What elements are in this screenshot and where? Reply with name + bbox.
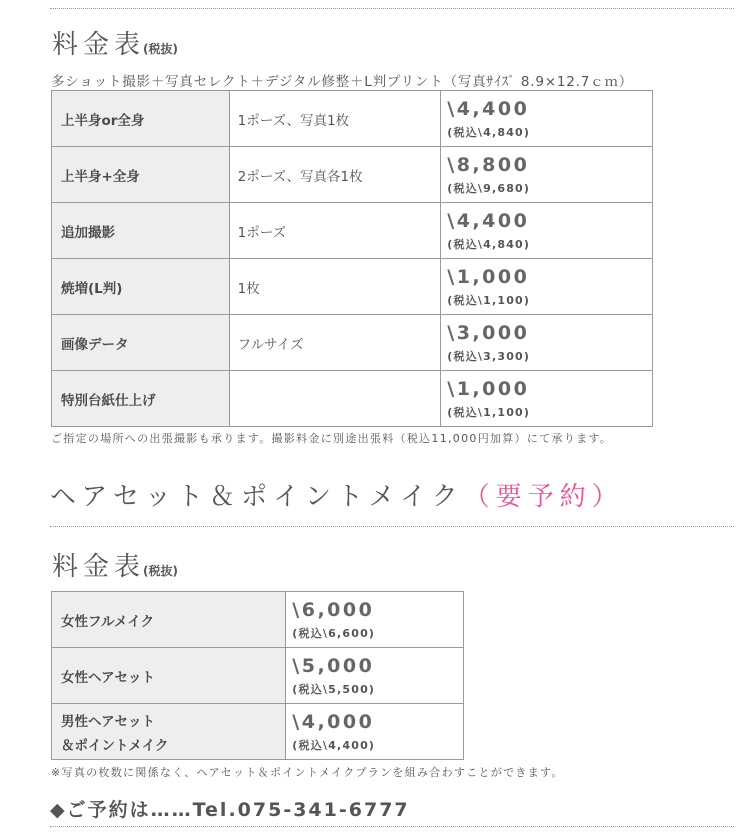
table-row — [52, 315, 653, 371]
item-name: 画像データ — [52, 315, 230, 371]
price-table-heading — [52, 546, 178, 583]
price-value: \4,400 — [447, 97, 530, 120]
bottom-divider — [50, 826, 734, 827]
price-value: \8,800 — [447, 153, 530, 176]
item-detail — [229, 371, 441, 427]
price-tax-included: (税込\4,840) — [447, 237, 531, 251]
table-row — [52, 259, 653, 315]
table-row — [52, 91, 653, 147]
price-tax-included: (税込\1,100) — [447, 405, 531, 419]
item-price — [441, 147, 653, 203]
item-name — [52, 592, 286, 648]
price-value: \3,000 — [447, 321, 530, 344]
travel-shoot-note: ご指定の場所への出張撮影も承ります。撮影料金に別途出張料（税込11,000円加算）にて承ります。 — [51, 432, 613, 445]
item-detail: フルサイズ — [229, 315, 441, 371]
price-tax-included: (税込\3,300) — [447, 349, 531, 363]
price-value: \5,000 — [292, 654, 375, 677]
price-tax-included: (税込\9,680) — [447, 181, 531, 195]
price-value: \4,000 — [292, 710, 375, 733]
item-detail: 1枚 — [229, 259, 441, 315]
heading-tax-note: (税抜) — [143, 42, 178, 56]
section-divider — [50, 526, 734, 527]
title-text: ヘアセット＆ポイントメイク — [50, 482, 464, 512]
table-row — [52, 371, 653, 427]
item-detail: 1ポーズ、写真1枚 — [229, 91, 441, 147]
item-price — [286, 704, 464, 760]
item-name-line1: 男性ヘアセット — [61, 713, 155, 730]
item-name: 上半身or全身 — [52, 91, 230, 147]
item-name: 上半身+全身 — [52, 147, 230, 203]
top-divider — [50, 8, 734, 9]
item-name — [52, 648, 286, 704]
item-detail: 2ポーズ、写真各1枚 — [229, 147, 441, 203]
hair-makeup-title — [50, 476, 624, 513]
item-price — [441, 203, 653, 259]
reservation-required-label: （要予約） — [463, 482, 624, 512]
item-name-line1: 女性ヘアセット — [61, 669, 155, 686]
item-price — [441, 315, 653, 371]
item-detail: 1ポーズ — [229, 203, 441, 259]
table-row — [52, 147, 653, 203]
plan-description: 多ショット撮影＋写真セレクト＋デジタル修整＋L判プリント（写真ｻｲｽﾞ 8.9×12.7ｃｍ） — [51, 74, 634, 90]
item-name-line1: 女性フルメイク — [61, 613, 155, 630]
price-table-heading — [52, 24, 178, 61]
table-row — [52, 648, 464, 704]
price-value: \1,000 — [447, 377, 530, 400]
price-value: \6,000 — [292, 598, 375, 621]
item-name: 追加撮影 — [52, 203, 230, 259]
item-price — [441, 91, 653, 147]
reservation-contact: ◆ご予約は……Tel.075-341-6777 — [50, 799, 410, 821]
heading-text: 料金表 — [52, 30, 146, 60]
price-tax-included: (税込\6,600) — [292, 626, 376, 640]
combination-note: ※写真の枚数に関係なく、ヘアセット＆ポイントメイクプランを組み合わすことができます。 — [51, 766, 564, 779]
item-name: 特別台紙仕上げ — [52, 371, 230, 427]
price-tax-included: (税込\5,500) — [292, 682, 376, 696]
item-price — [286, 592, 464, 648]
item-name: 焼増(L判) — [52, 259, 230, 315]
item-price — [286, 648, 464, 704]
photo-price-table — [51, 90, 653, 427]
price-tax-included: (税込\1,100) — [447, 293, 531, 307]
price-value: \4,400 — [447, 209, 530, 232]
price-tax-included: (税込\4,400) — [292, 738, 376, 752]
table-row — [52, 203, 653, 259]
table-row — [52, 704, 464, 760]
table-row — [52, 592, 464, 648]
hair-makeup-price-table — [51, 591, 464, 760]
item-price — [441, 371, 653, 427]
item-name — [52, 704, 286, 760]
heading-text: 料金表 — [52, 552, 146, 582]
price-value: \1,000 — [447, 265, 530, 288]
price-tax-included: (税込\4,840) — [447, 125, 531, 139]
item-price — [441, 259, 653, 315]
item-name-line2: ＆ポイントメイク — [61, 737, 169, 754]
heading-tax-note: (税抜) — [143, 564, 178, 578]
